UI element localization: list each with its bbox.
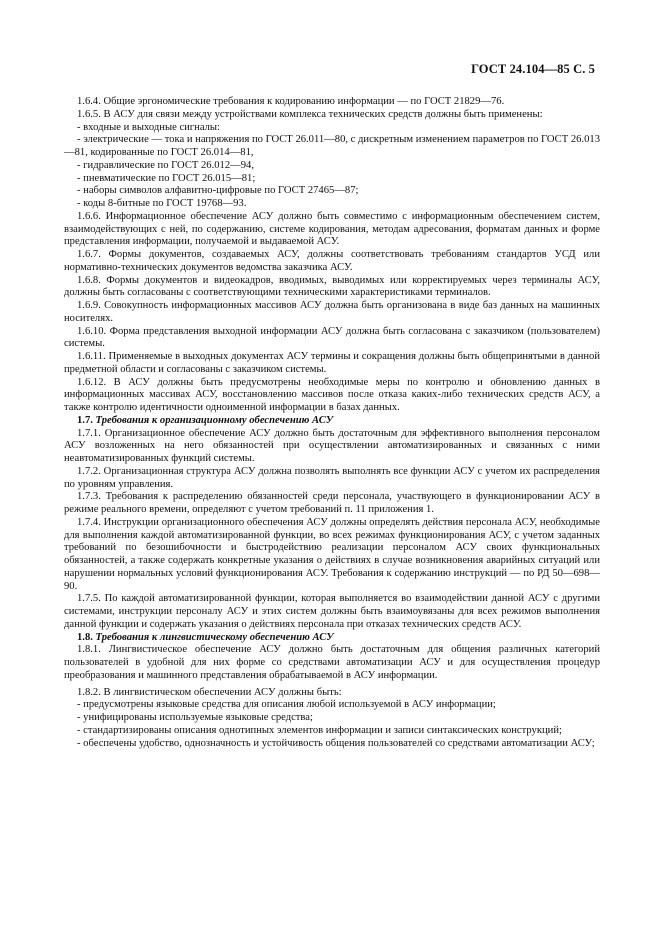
paragraph: 1.6.8. Формы документов и видеокадров, вводимых, выводимых или корректируемых через терминалы АСУ, должны быть согласованы с соответствующими техническими характеристиками терминалов.: [64, 274, 600, 299]
list-item: - стандартизированы описания однотипных элементов информации и записи синтаксических конструкций;: [77, 724, 562, 736]
document-body: [64, 96, 600, 750]
section-heading: [64, 415, 600, 428]
paragraph: 1.6.9. Совокупность информационных массивов АСУ должна быть организована в виде баз данных на машинных носителях.: [64, 300, 600, 324]
paragraph: 1.8.2. В лингвистическом обеспечении АСУ должны быть:: [77, 686, 342, 698]
list-item: - пневматические по ГОСТ 26.015—81;: [77, 172, 256, 184]
list-item: - гидравлические по ГОСТ 26.012—94,: [77, 159, 254, 171]
section-number: 1.8.: [77, 631, 96, 643]
paragraph: 1.6.4. Общие эргономические требования к кодированию информации — по ГОСТ 21829—76.: [77, 96, 505, 107]
paragraph: 1.7.4. Инструкции организационного обеспечения АСУ должны определять действия персонала АСУ, необходимые для выполнения каждой автоматизированной функции, во всех режимах функционирования АСУ, с учетом заданных требований по безошибочности и быстродействию реализации персоналом АСУ своих функциональных обязанностей, а также содержать конкретные указания о действиях в случае возникновения аварийных ситуаций или нарушении нормальных условий функционирования АСУ. Требования к содержанию инструкций — по РД 50—698—90.: [64, 516, 600, 592]
paragraph: 1.6.11. Применяемые в выходных документах АСУ термины и сокращения должны быть общепринятыми в данной предметной области и согласованы с заказчиком системы.: [64, 351, 600, 375]
list-item: - обеспечены удобство, однозначность и устойчивость общения пользователей со средствами автоматизации АСУ;: [77, 737, 595, 749]
paragraph: 1.6.12. В АСУ должны быть предусмотрены необходимые меры по контролю и обновлению данных в информационных массивах АСУ, восстановлению массивов после отказа каких-либо технических средств АСУ, а также контролю идентичности одноименной информации в базах данных.: [64, 376, 600, 413]
paragraph: 1.7.5. По каждой автоматизированной функции, которая выполняется во взаимодействии данной АСУ с другими системами, инструкции персоналу АСУ и этих систем должны быть взаимоувязаны для всех режимов выполнения данной функции и содержать указания о действиях персонала при отказах технических средств АСУ.: [64, 593, 600, 630]
paragraph: 1.6.10. Форма представления выходной информации АСУ должна быть согласована с заказчиком (пользователем) системы.: [64, 325, 600, 350]
list-item: - унифицированы используемые языковые средства;: [77, 712, 313, 723]
list-item: - предусмотрены языковые средства для описания любой используемой в АСУ информации;: [77, 699, 496, 711]
list-item: - наборы символов алфавитно-цифровые по ГОСТ 27465—87;: [77, 185, 359, 197]
list-item: - коды 8-битные по ГОСТ 19768—93.: [77, 198, 247, 209]
paragraph: 1.6.5. В АСУ для связи между устройствами комплекса технических средств должны быть применены:: [77, 108, 543, 120]
paragraph: 1.7.2. Организационная структура АСУ должна позволять выполнять все функции АСУ с учетом их распределения по уровням управления.: [64, 465, 600, 490]
list-item: - электрические — тока и напряжения по ГОСТ 26.011—80, с дискретным изменением параметров по ГОСТ 26.013—81, кодированные по ГОСТ 26.014—81,: [64, 134, 600, 158]
section-title: Требования к лингвистическому обеспечению АСУ: [95, 631, 334, 643]
section-heading: [64, 632, 600, 645]
paragraph: 1.6.7. Формы документов, создаваемых АСУ, должны соответствовать требованиям стандартов УСД или нормативно-технических документов ведомства заказчика АСУ.: [64, 249, 600, 273]
page-header: ГОСТ 24.104—85 С. 5: [471, 62, 595, 76]
list-item: - входные и выходные сигналы:: [77, 121, 220, 133]
paragraph: 1.7.3. Требования к распределению обязанностей среди персонала, участвующего в функционировании АСУ в режиме реального времени, определяют с учетом требований п. 11 приложения 1.: [64, 491, 600, 515]
paragraph: 1.7.1. Организационное обеспечение АСУ должно быть достаточным для эффективного выполнения персоналом АСУ возложенных на него обязанностей при осуществлении автоматизированных и связанных с ними неавтоматизированных функций системы.: [64, 427, 600, 464]
section-title: Требования к организационному обеспечению АСУ: [95, 414, 334, 426]
paragraph: 1.6.6. Информационное обеспечение АСУ должно быть совместимо с информационным обеспечением систем, взаимодействующих с ней, по содержанию, системе кодирования, методам адресования, форматам данных и форме представления информации, получаемой и выдаваемой АСУ.: [64, 210, 600, 248]
paragraph: 1.8.1. Лингвистическое обеспечение АСУ должно быть достаточным для общения различных категорий пользователей в удобной для них форме со средствами автоматизации АСУ и для осуществления процедур преобразования и машинного представления обрабатываемой в АСУ информации.: [64, 644, 600, 681]
section-number: 1.7.: [77, 414, 96, 426]
